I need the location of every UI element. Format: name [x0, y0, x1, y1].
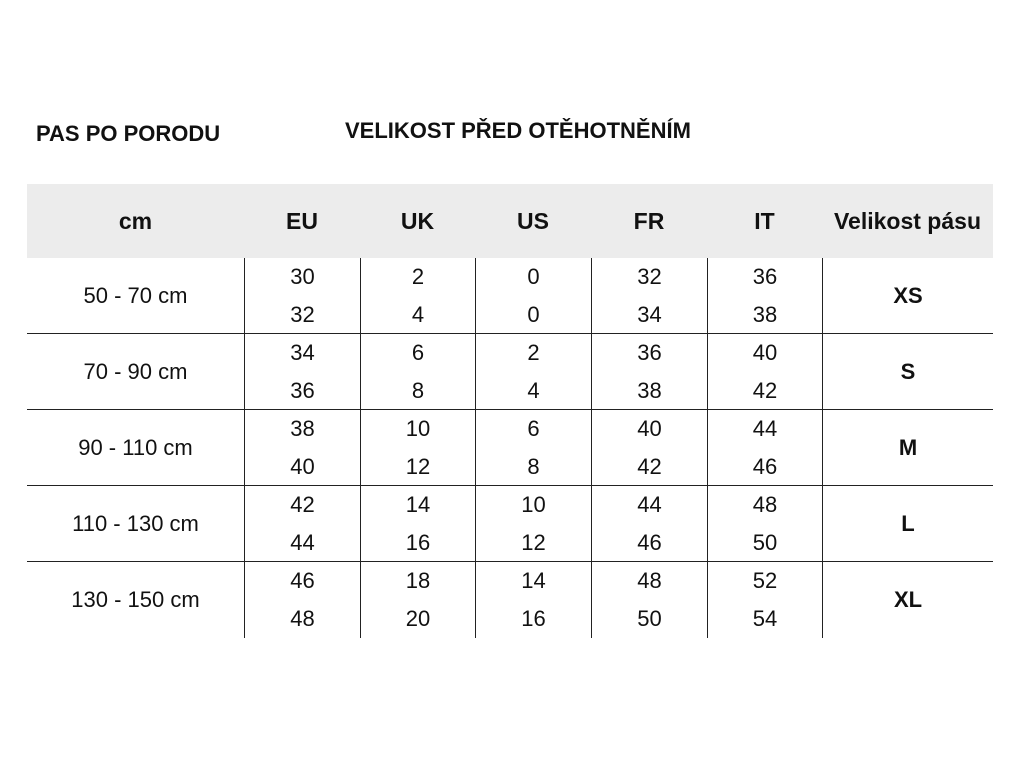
- waist-range-cell: [27, 258, 244, 333]
- waist-range: 130 - 150 cm: [71, 587, 200, 612]
- waist-range: 90 - 110 cm: [78, 434, 193, 460]
- fr-cell: [591, 562, 707, 638]
- fr-cell: [591, 334, 707, 409]
- eu-value: 42: [290, 491, 315, 517]
- fr-value: 46: [637, 529, 662, 555]
- uk-value: 14: [405, 491, 431, 517]
- waist-size-cell: [822, 410, 993, 485]
- fr-cell: [591, 410, 707, 485]
- us-value: 2: [527, 339, 540, 365]
- column-header-us: US: [517, 207, 549, 234]
- waist-range-cell: [27, 562, 244, 638]
- fr-value: 50: [637, 606, 662, 631]
- it-cell: [707, 486, 822, 561]
- uk-value: 4: [411, 301, 425, 327]
- us-cell: [475, 258, 591, 333]
- eu-cell: [244, 258, 360, 333]
- table-row: [27, 258, 993, 334]
- it-value: 36: [752, 263, 778, 289]
- waist-range: 70 - 90 cm: [83, 358, 188, 384]
- us-value: 8: [527, 453, 540, 479]
- it-value: 44: [752, 415, 778, 441]
- it-cell: [707, 410, 822, 485]
- us-value: 4: [527, 377, 540, 403]
- fr-value: 40: [637, 415, 662, 441]
- waist-size-cell: [822, 334, 993, 409]
- waist-size-cell: [822, 486, 993, 561]
- waist-range-cell: [27, 410, 244, 485]
- waist-size-cell: [822, 562, 993, 638]
- uk-value: 18: [405, 568, 431, 593]
- waist-range-cell: [27, 334, 244, 409]
- fr-value: 44: [637, 491, 662, 517]
- uk-value: 10: [405, 415, 431, 441]
- eu-cell: [244, 486, 360, 561]
- eu-cell: [244, 410, 360, 485]
- uk-value: 20: [405, 606, 431, 631]
- it-cell: [707, 334, 822, 409]
- us-cell: [475, 334, 591, 409]
- column-header-cm: cm: [118, 207, 153, 234]
- waist-size-label: L: [901, 510, 915, 536]
- waist-size-cell: [822, 258, 993, 333]
- waist-size-label: M: [898, 434, 918, 460]
- waist-after-birth-heading: PAS PO PORODU: [36, 121, 221, 146]
- column-header-uk: UK: [400, 207, 435, 234]
- uk-value: 8: [411, 377, 425, 403]
- us-cell: [475, 410, 591, 485]
- eu-value: 38: [290, 415, 315, 441]
- eu-cell: [244, 562, 360, 638]
- us-value: 16: [521, 606, 546, 631]
- us-value: 0: [527, 263, 540, 289]
- it-value: 52: [752, 568, 778, 593]
- waist-range-cell: [27, 486, 244, 561]
- fr-cell: [591, 486, 707, 561]
- us-value: 0: [527, 301, 540, 327]
- us-value: 6: [527, 415, 540, 441]
- waist-range: 50 - 70 cm: [83, 282, 188, 308]
- fr-value: 36: [637, 339, 662, 365]
- uk-value: 6: [411, 339, 425, 365]
- fr-value: 38: [637, 377, 662, 403]
- fr-value: 34: [637, 301, 662, 327]
- uk-cell: [360, 562, 475, 638]
- it-value: 54: [752, 606, 778, 631]
- column-header-it: IT: [754, 207, 775, 234]
- us-value: 10: [521, 491, 546, 517]
- eu-value: 36: [290, 377, 315, 403]
- uk-cell: [360, 410, 475, 485]
- column-header-fr: FR: [633, 207, 665, 234]
- it-value: 46: [752, 453, 778, 479]
- eu-value: 32: [290, 301, 315, 327]
- column-header-eu: EU: [286, 207, 318, 234]
- table-row: [27, 562, 993, 638]
- uk-value: 2: [411, 263, 425, 289]
- it-value: 40: [752, 339, 778, 365]
- table-row: [27, 486, 993, 562]
- eu-value: 30: [290, 263, 315, 289]
- eu-value: 46: [290, 568, 315, 593]
- uk-cell: [360, 334, 475, 409]
- it-value: 50: [752, 529, 778, 555]
- fr-value: 42: [637, 453, 662, 479]
- column-header-waist-size: Velikost pásu: [833, 207, 981, 234]
- us-value: 12: [521, 529, 546, 555]
- table-header-row: [27, 184, 993, 258]
- table-row: [27, 410, 993, 486]
- uk-value: 16: [405, 529, 431, 555]
- size-chart-table: [27, 184, 993, 638]
- us-cell: [475, 562, 591, 638]
- it-value: 48: [752, 491, 778, 517]
- eu-value: 48: [290, 606, 315, 631]
- fr-cell: [591, 258, 707, 333]
- it-value: 42: [752, 377, 778, 403]
- eu-value: 34: [290, 339, 315, 365]
- waist-size-label: XL: [893, 587, 923, 612]
- waist-size-label: XS: [893, 282, 923, 308]
- eu-value: 44: [290, 529, 315, 555]
- pre-pregnancy-size-heading: VELIKOST PŘED OTĚHOTNĚNÍM: [345, 118, 691, 143]
- fr-value: 48: [637, 568, 662, 593]
- it-value: 38: [752, 301, 778, 327]
- eu-value: 40: [290, 453, 315, 479]
- uk-value: 12: [405, 453, 431, 479]
- waist-size-label: S: [900, 358, 916, 384]
- it-cell: [707, 258, 822, 333]
- table-row: [27, 334, 993, 410]
- fr-value: 32: [637, 263, 662, 289]
- waist-range: 110 - 130 cm: [72, 510, 199, 536]
- uk-cell: [360, 486, 475, 561]
- eu-cell: [244, 334, 360, 409]
- us-value: 14: [521, 568, 546, 593]
- it-cell: [707, 562, 822, 638]
- uk-cell: [360, 258, 475, 333]
- us-cell: [475, 486, 591, 561]
